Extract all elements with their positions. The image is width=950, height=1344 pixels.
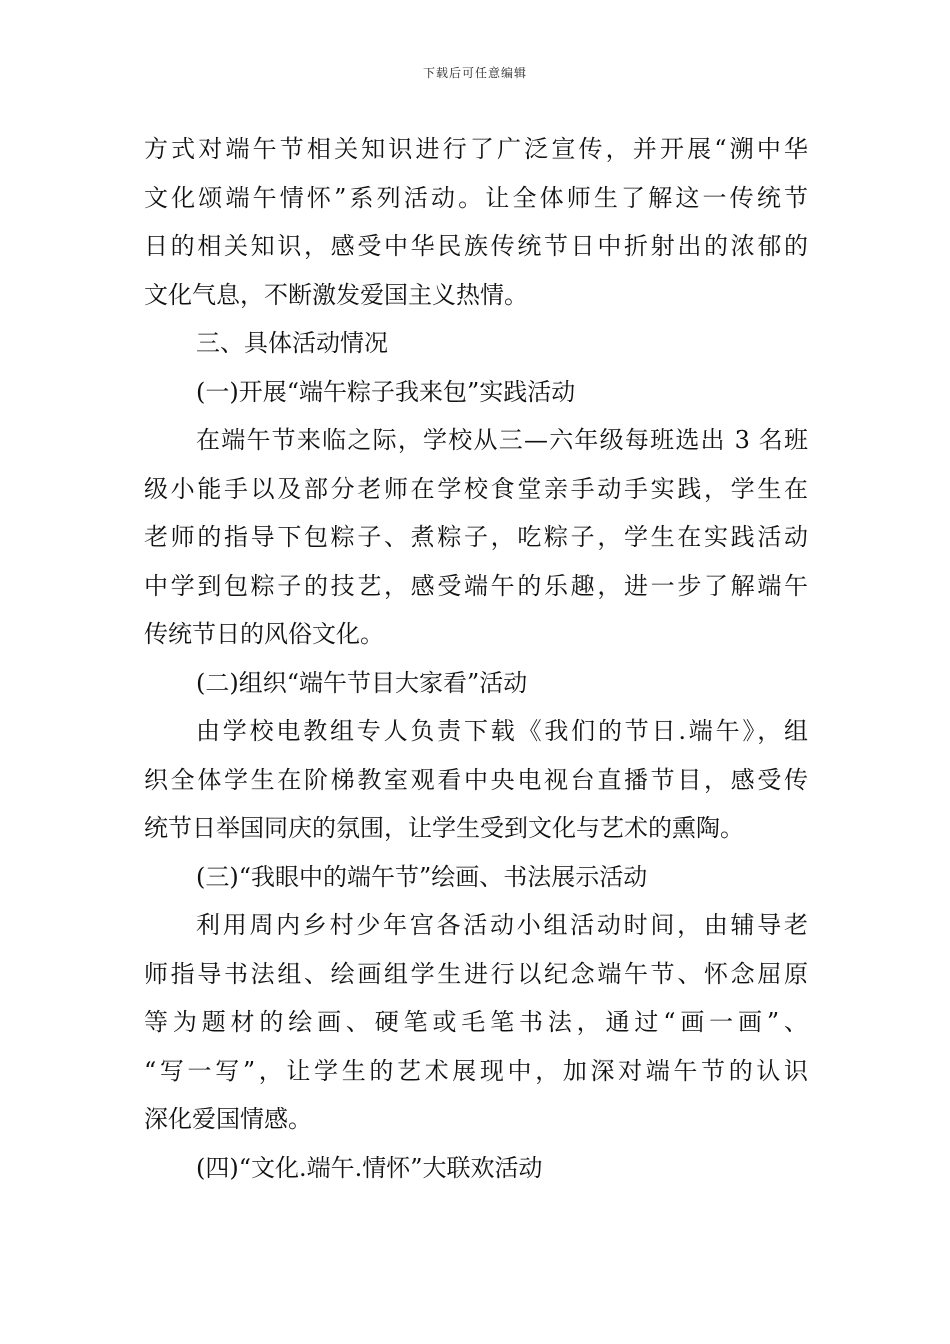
paragraph-line: “写一写”，让学生的艺术展现中，加深对端午节的认识 [144,1056,808,1085]
paragraph-line: 织全体学生在阶梯教室观看中央电视台直播节目，感受传 [144,765,808,794]
paragraph-line: 方式对端午节相关知识进行了广泛宣传，并开展“溯中华 [144,135,808,163]
paragraph-line: 文化颂端午情怀”系列活动。让全体师生了解这一传统节 [144,183,808,212]
paragraph-line: 日的相关知识，感受中华民族传统节日中折射出的浓郁的 [144,232,808,260]
paragraph-line: 中学到包粽子的技艺，感受端午的乐趣，进一步了解端午 [144,571,808,600]
paragraph-line: 师指导书法组、绘画组学生进行以纪念端午节、怀念屈原 [144,959,808,988]
section-heading: 三、具体活动情况 [196,329,388,357]
paragraph-line: 传统节日的风俗文化。 [144,620,384,648]
page-header: 下载后可任意编辑 [422,66,527,80]
document-body [144,125,808,1192]
paragraph-line: 由学校电教组专人负责下载《我们的节日.端午》，组 [196,717,808,745]
paragraph-line: 等为题材的绘画、硬笔或毛笔书法，通过“画一画”、 [144,1008,808,1036]
paragraph-line: 深化爱国情感。 [144,1105,312,1133]
subsection-heading: (一)开展“端午粽子我来包”实践活动 [196,377,576,406]
paragraph-line: 在端午节来临之际，学校从三—六年级每班选出 3 名班 [196,426,808,454]
subsection-heading: (二)组织“端午节目大家看”活动 [196,668,528,697]
paragraph-line: 统节日举国同庆的氛围，让学生受到文化与艺术的熏陶。 [144,814,744,842]
paragraph-line: 利用周内乡村少年宫各活动小组活动时间，由辅导老 [196,911,808,939]
paragraph-line: 文化气息，不断激发爱国主义热情。 [144,280,528,309]
paragraph-line: 老师的指导下包粽子、煮粽子，吃粽子，学生在实践活动 [144,523,808,551]
paragraph-line: 级小能手以及部分老师在学校食堂亲手动手实践，学生在 [144,474,808,503]
subsection-heading: (三)“我眼中的端午节”绘画、书法展示活动 [196,862,648,891]
subsection-heading: (四)“文化.端午.情怀”大联欢活动 [196,1153,543,1182]
